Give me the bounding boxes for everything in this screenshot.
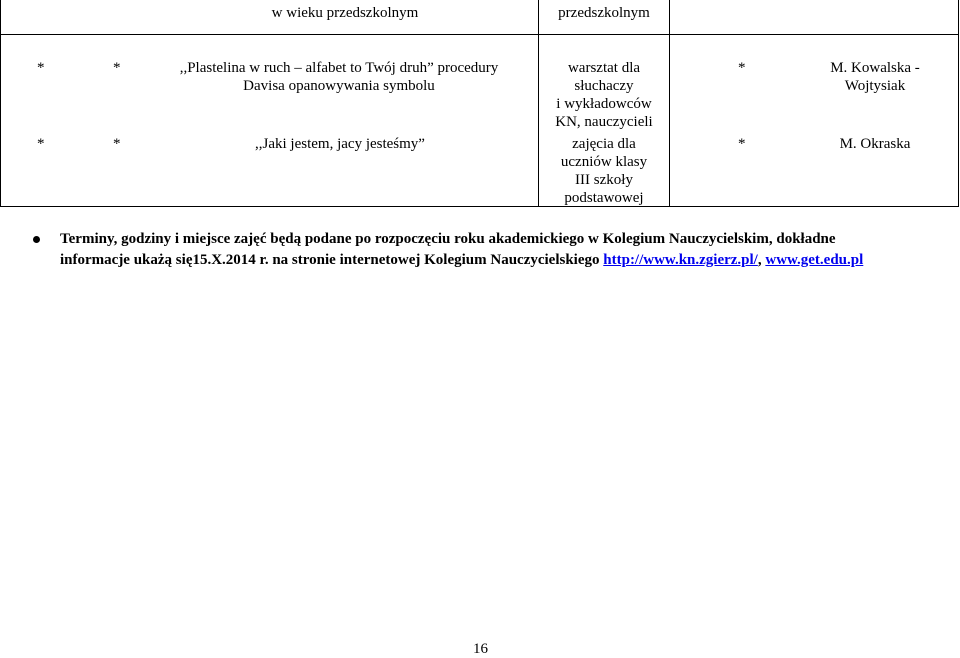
get-link[interactable]: www.get.edu.pl <box>765 252 864 268</box>
row-marker: * <box>37 60 45 76</box>
row-marker: * <box>113 136 121 152</box>
page-number: 16 <box>473 641 488 657</box>
topic-title: ,,Plastelina w ruch – alfabet to Twój druh” procedury <box>179 60 499 76</box>
note-text: informacje ukażą się15.X.2014 r. na stronie internetowej Kolegium Nauczycielskiego <box>60 252 604 268</box>
row-marker: * <box>113 60 121 76</box>
form-text: warsztat dla <box>567 60 641 76</box>
row-divider <box>0 34 959 35</box>
table-bottom-border <box>0 206 959 207</box>
header-form: przedszkolnym <box>558 5 650 21</box>
row-marker: * <box>37 136 45 152</box>
note-line: Terminy, godziny i miejsce zajęć będą podane po rozpoczęciu roku akademickiego w Kolegium Nauczycielskim, dokładne <box>60 231 836 247</box>
leader-name: M. Kowalska - <box>830 60 920 76</box>
form-text: zajęcia dla <box>572 136 636 152</box>
leader-name: M. Okraska <box>839 136 911 152</box>
note-line <box>60 250 863 271</box>
table-left-border <box>0 0 1 207</box>
form-text: i wykładowców <box>556 96 652 112</box>
leader-marker: * <box>738 60 746 76</box>
topic-title: ,,Jaki jestem, jacy jesteśmy” <box>255 136 425 152</box>
header-topic: w wieku przedszkolnym <box>271 5 419 21</box>
form-text: uczniów klasy <box>560 154 648 170</box>
form-text: podstawowej <box>564 190 644 206</box>
leader-name: Wojtysiak <box>844 78 906 94</box>
leader-marker: * <box>738 136 746 152</box>
note-separator: , <box>757 252 766 268</box>
form-text: słuchaczy <box>574 78 634 94</box>
bullet-icon <box>33 236 40 243</box>
kn-link[interactable]: http://www.kn.zgierz.pl/ <box>603 252 758 268</box>
form-text: III szkoły <box>575 172 633 188</box>
topic-title: Davisa opanowywania symbolu <box>243 78 435 94</box>
column-divider <box>669 0 670 207</box>
table-right-border <box>958 0 959 207</box>
form-text: KN, nauczycieli <box>555 114 653 130</box>
